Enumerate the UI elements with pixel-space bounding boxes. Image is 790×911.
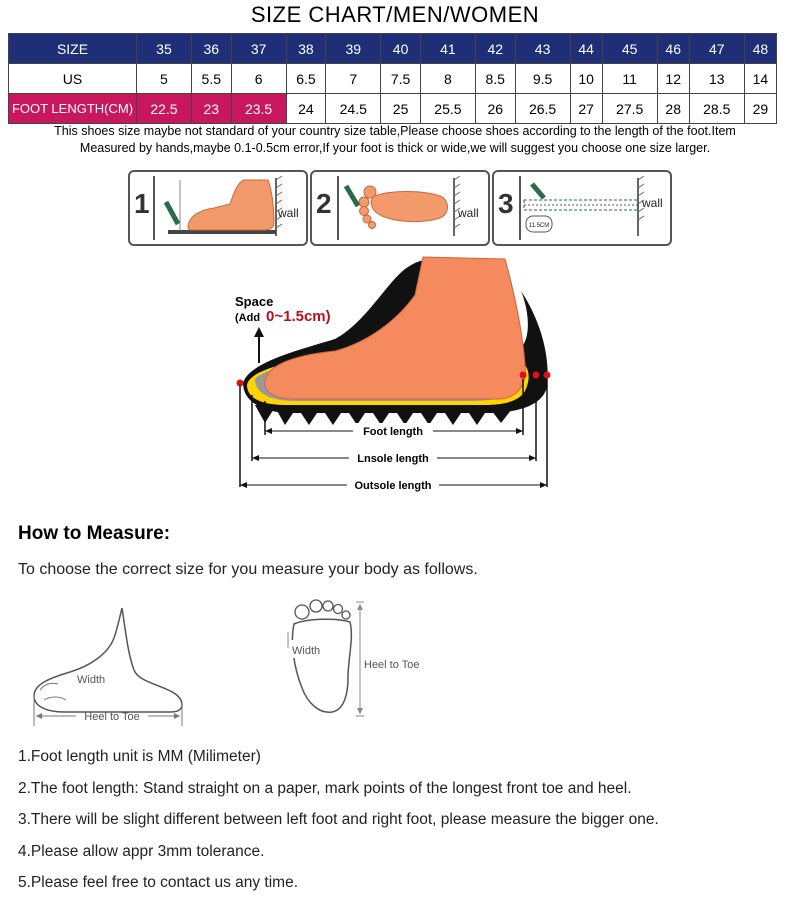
size-table [8, 33, 777, 124]
table-cell: 35 [137, 34, 192, 64]
table-cell: 43 [515, 34, 570, 64]
table-cell: 23.5 [231, 94, 286, 124]
table-cell: 37 [231, 34, 286, 64]
table-cell: 39 [326, 34, 381, 64]
table-cell: 26 [475, 94, 515, 124]
table-cell: 25 [381, 94, 421, 124]
foot-side-figure [30, 604, 190, 731]
space-label: Space [235, 294, 274, 309]
table-row-size [9, 34, 777, 64]
table-cell: 41 [420, 34, 475, 64]
measure-rule-4: 4.Please allow appr 3mm tolerance. [18, 843, 265, 860]
table-cell: 25.5 [420, 94, 475, 124]
shoe-length-diagram [225, 255, 565, 505]
table-cell: 45 [602, 34, 657, 64]
page-title: SIZE CHART/MEN/WOMEN [250, 2, 540, 27]
measure-rule-5: 5.Please feel free to contact us any time. [18, 874, 299, 891]
how-to-measure-heading: How to Measure: [18, 523, 171, 544]
step-panel-1 [128, 170, 308, 246]
wall-label: wall [642, 196, 663, 210]
table-cell: 40 [381, 34, 421, 64]
measure-rule-1: 1.Foot length unit is MM (Milimeter) [18, 748, 261, 765]
row-header: SIZE [9, 34, 137, 64]
table-cell: 28 [657, 94, 689, 124]
table-row-us [9, 64, 777, 94]
table-cell: 8.5 [475, 64, 515, 94]
table-cell: 10 [570, 64, 602, 94]
note-line: This shoes size maybe not standard of your country size table,Please choose shoes according to the length of the foot.Item [54, 124, 736, 138]
table-cell: 28.5 [689, 94, 744, 124]
table-cell: 27.5 [602, 94, 657, 124]
ruler-mark: 11.5CM [528, 223, 550, 229]
table-cell: 14 [744, 64, 776, 94]
table-cell: 24 [286, 94, 326, 124]
table-cell: 44 [570, 34, 602, 64]
table-cell: 47 [689, 34, 744, 64]
table-cell: 24.5 [326, 94, 381, 124]
heel-to-toe-label: Heel to Toe [84, 711, 140, 723]
measure-intro: To choose the correct size for you measure your body as follows. [18, 561, 478, 578]
heel-to-toe-label: Heel to Toe [364, 659, 420, 671]
table-cell: 27 [570, 94, 602, 124]
table-cell: 26.5 [515, 94, 570, 124]
width-label: Width [77, 674, 106, 686]
shoe-foot-icon [225, 255, 565, 500]
table-cell: 7 [326, 64, 381, 94]
foot-top-figure [278, 598, 448, 731]
table-cell: 6.5 [286, 64, 326, 94]
table-cell: 13 [689, 64, 744, 94]
table-cell: 29 [744, 94, 776, 124]
outsole-length-label: Outsole length [354, 480, 432, 492]
table-row-foot-length [9, 94, 777, 124]
width-label: Width [292, 645, 321, 657]
wall-label: wall [458, 206, 479, 220]
table-cell: 23 [191, 94, 231, 124]
step-number: 3 [498, 188, 514, 219]
table-cell: 46 [657, 34, 689, 64]
row-header: US [9, 64, 137, 94]
measure-rule-3: 3.There will be slight different between left foot and right foot, please measure the bigger one. [18, 811, 659, 828]
step-number: 2 [316, 188, 332, 219]
row-header: FOOT LENGTH(CM) [9, 94, 137, 124]
table-cell: 11 [602, 64, 657, 94]
table-cell: 7.5 [381, 64, 421, 94]
table-cell: 8 [420, 64, 475, 94]
foot-length-label: Foot length [363, 426, 423, 438]
table-cell: 5 [137, 64, 192, 94]
wall-label: wall [278, 206, 299, 220]
foot-top-outline-icon [278, 598, 448, 726]
table-cell: 36 [191, 34, 231, 64]
insole-length-label: Lnsole length [357, 453, 429, 465]
step-panel-2 [310, 170, 490, 246]
table-cell: 22.5 [137, 94, 192, 124]
table-cell: 12 [657, 64, 689, 94]
step-panel-3 [492, 170, 672, 246]
table-cell: 48 [744, 34, 776, 64]
range-label: 0~1.5cm) [266, 308, 331, 325]
step-number: 1 [134, 188, 150, 219]
table-cell: 42 [475, 34, 515, 64]
note-line: Measured by hands,maybe 0.1-0.5cm error,If your foot is thick or wide,we will suggest you choose one size larger. [79, 141, 711, 155]
table-cell: 5.5 [191, 64, 231, 94]
add-label: (Add [235, 312, 261, 324]
table-cell: 6 [231, 64, 286, 94]
measure-rule-2: 2.The foot length: Stand straight on a paper, mark points of the longest front toe and heel. [18, 780, 632, 797]
table-cell: 9.5 [515, 64, 570, 94]
table-cell: 38 [286, 34, 326, 64]
size-note [0, 123, 790, 157]
foot-side-outline-icon [30, 604, 190, 726]
